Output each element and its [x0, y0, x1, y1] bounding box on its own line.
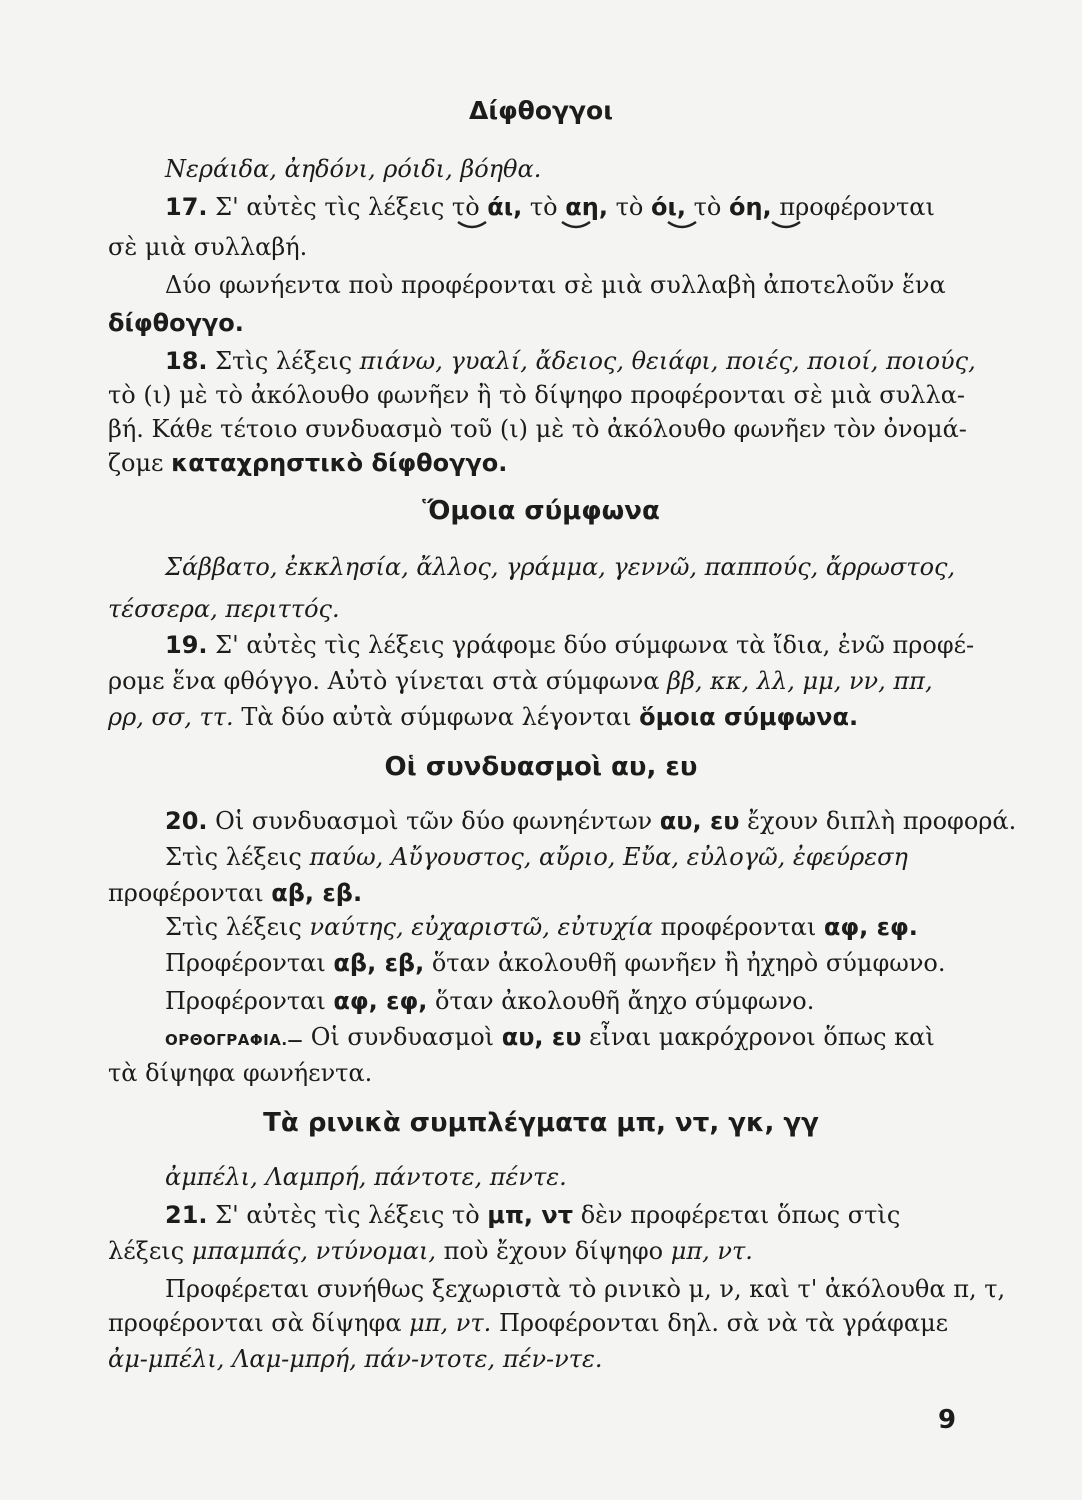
paragraph-19-line-3: ρρ, σσ, ττ. Τὰ δύο αὐτὰ σύμφωνα λέγονται ὅμοια σύμφωνα. — [108, 703, 859, 731]
diphthong-example: όι, — [650, 193, 686, 221]
diphthong-example: αη, — [565, 193, 608, 221]
example-line: ἀμπέλι, Λαμπρή, πάντοτε, πέντε. — [165, 1163, 567, 1191]
paragraph-20-line-2: Στὶς λέξεις παύω, Αὔγουστος, αὔριο, Εὔα, εὐλογῶ, ἐφεύρεση — [165, 843, 908, 871]
paragraph-number: 19. — [165, 631, 208, 659]
paragraph-number: 21. — [165, 1201, 208, 1229]
section-title-diphthongs: Δίφθογγοι — [469, 96, 613, 125]
paragraph-number: 20. — [165, 807, 208, 835]
paragraph-21-line-4: προφέρονται σὰ δίψηφα μπ, ντ. Προφέρονται δηλ. σὰ νὰ τὰ γράφαμε — [108, 1309, 949, 1337]
definition-line-1: Δύο φωνήεντα ποὺ προφέρονται σὲ μιὰ συλλαβὴ ἀποτελοῦν ἕνα — [165, 271, 946, 299]
orthography-note-line-2: τὰ δίψηφα φωνήεντα. — [108, 1059, 373, 1087]
paragraph-number: 18. — [165, 347, 208, 375]
definition-term: δίφθογγο. — [108, 309, 244, 337]
paragraph-18-line-4: ζομε καταχρηστικὸ δίφθογγο. — [108, 449, 508, 477]
section-title-similar-consonants: Ὅμοια σύμφωνα — [422, 496, 660, 526]
example-line: τέσσερα, περιττός. — [108, 595, 340, 623]
definition-term: καταχρηστικὸ δίφθογγο. — [171, 449, 508, 477]
paragraph-20-line-1: 20. Οἱ συνδυασμοὶ τῶν δύο φωνηέντων αυ, ευ ἔχουν διπλὴ προφορά. — [165, 807, 1017, 835]
paragraph-18-line-3: βή. Κάθε τέτοιο συνδυασμὸ τοῦ (ι) μὲ τὸ ἀκόλουθο φωνῆεν τὸν ὀνομά- — [108, 415, 967, 443]
paragraph-21-line-5: ἀμ-μπέλι, Λαμ-μπρή, πάν-ντοτε, πέν-ντε. — [108, 1345, 603, 1373]
definition-term: ὅμοια σύμφωνα. — [639, 703, 859, 731]
paragraph-18-line-1: 18. Στὶς λέξεις πιάνω, γυαλί, ἄδειος, θειάφι, ποιές, ποιοί, ποιούς, — [165, 347, 976, 375]
paragraph-21-line-2: λέξεις μπαμπάς, ντύνομαι, ποὺ ἔχουν δίψηφο μπ, ντ. — [108, 1237, 753, 1265]
paragraph-17-line-1: 17. Σ' αὐτὲς τὶς λέξεις τὸ άι, τὸ αη, τὸ όι, τὸ όη, προφέρονται — [165, 193, 935, 221]
paragraph-21-line-1: 21. Σ' αὐτὲς τὶς λέξεις τὸ μπ, ντ δὲν προφέρεται ὅπως στὶς — [165, 1201, 901, 1229]
example-line: Σάββατο, ἐκκλησία, ἄλλος, γράμμα, γεννῶ, παππούς, ἄρρωστος, — [165, 553, 956, 581]
diphthong-example: όη, — [728, 193, 772, 221]
orthography-label: ΟΡΘΟΓΡΑΦΙΑ.— — [165, 1031, 304, 1049]
paragraph-18-line-2: τὸ (ι) μὲ τὸ ἀκόλουθο φωνῆεν ἢ τὸ δίψηφο προφέρονται σὲ μιὰ συλλα- — [108, 381, 966, 409]
paragraph-20-line-6: Προφέρονται αφ, εφ, ὅταν ἀκολουθῆ ἄηχο σύμφωνο. — [165, 987, 815, 1015]
example-line: Νεράιδα, ἀηδόνι, ρόιδι, βόηθα. — [165, 155, 542, 183]
paragraph-19-line-2: ρομε ἕνα φθόγγο. Αὐτὸ γίνεται στὰ σύμφωνα ββ, κκ, λλ, μμ, νν, ππ, — [108, 667, 933, 695]
paragraph-19-line-1: 19. Σ' αὐτὲς τὶς λέξεις γράφομε δύο σύμφωνα τὰ ἴδια, ἐνῶ προφέ- — [165, 631, 975, 659]
paragraph-21-line-3: Προφέρεται συνήθως ξεχωριστὰ τὸ ρινικὸ μ, ν, καὶ τ' ἀκόλουθα π, τ, — [165, 1275, 1006, 1303]
paragraph-20-line-4: Στὶς λέξεις ναύτης, εὐχαριστῶ, εὐτυχία προφέρονται αφ, εφ. — [165, 913, 918, 941]
paragraph-20-line-5: Προφέρονται αβ, εβ, ὅταν ἀκολουθῆ φωνῆεν ἢ ἠχηρὸ σύμφωνο. — [165, 949, 946, 977]
section-title-nasal-clusters: Τὰ ρινικὰ συμπλέγματα μπ, ντ, γκ, γγ — [263, 1108, 819, 1138]
section-title-combinations: Οἱ συνδυασμοὶ αυ, ευ — [384, 752, 698, 782]
page-number: 9 — [938, 1405, 957, 1435]
orthography-note-line-1: ΟΡΘΟΓΡΑΦΙΑ.— Οἱ συνδυασμοὶ αυ, ευ εἶναι μακρόχρονοι ὅπως καὶ — [165, 1023, 935, 1051]
paragraph-17-line-2: σὲ μιὰ συλλαβή. — [108, 233, 308, 261]
diphthong-example: άι, — [487, 193, 523, 221]
paragraph-20-line-3: προφέρονται αβ, εβ. — [108, 879, 363, 907]
paragraph-number: 17. — [165, 193, 208, 221]
